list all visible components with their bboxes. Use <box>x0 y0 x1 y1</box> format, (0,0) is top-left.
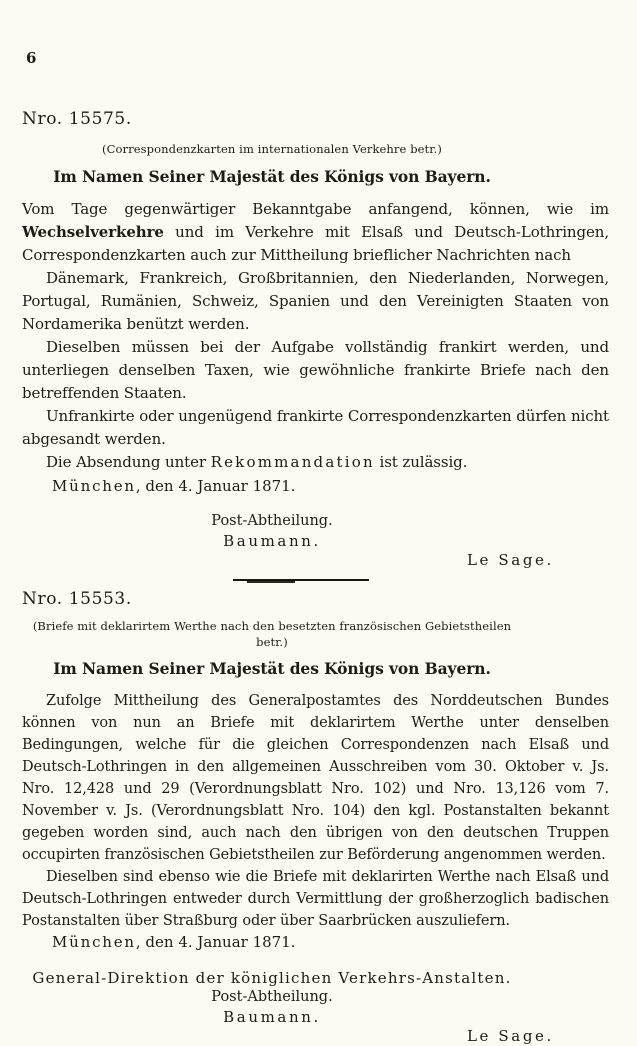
paragraph-delivery-route: Dieselben sind ebenso wie die Briefe mit deklarirten Werthe nach Elsaß und Deutsch-Lothringen entweder durch Vermittlung der großherzoglich badischen Postanstalten über Straßburg oder über Saarbrücken auszuliefern. <box>22 869 609 929</box>
registration-text-pre: Die Absendung unter <box>46 453 211 471</box>
dateline-date: , den 4. Januar 1871. <box>135 933 296 951</box>
countersignature: Le Sage. <box>467 551 554 569</box>
dateline <box>22 476 609 497</box>
decree-subject: (Briefe mit deklarirtem Werthe nach den besetzten französischen Gebietstheilen betr.) <box>32 619 512 649</box>
decree-number: Nro. 15553. <box>22 589 132 609</box>
dateline <box>22 932 609 953</box>
department-line: Post-Abtheilung. <box>211 513 333 529</box>
paragraph-unfranked-rule: Unfrankirte oder ungenügend frankirte Correspondenzkarten dürfen nicht abgesandt werden. <box>22 407 609 448</box>
intro-text-post: und im Verkehre mit Elsaß und Deutsch-Lothringen, Correspondenzkarten auch zur Mittheilung brieflicher Nachrichten nach <box>22 223 609 264</box>
department-line: Post-Abtheilung. <box>211 989 333 1005</box>
royal-proclamation: Im Namen Seiner Majestät des Königs von Bayern. <box>53 659 491 678</box>
paragraph-intro <box>22 198 609 267</box>
signature-line: Baumann. <box>223 532 321 550</box>
decree-section-15553 <box>22 589 609 1046</box>
country-list: Dänemark, Frankreich, Großbritannien, den Niederlanden, Norwegen, Portugal, Rumänien, Schweiz, Spanien und den Vereinigten Staaten von Nordamerika benützt werden. <box>22 269 609 333</box>
intro-text-pre: Vom Tage gegenwärtiger Bekanntgabe anfangend, können, wie im <box>22 200 609 218</box>
decree-number: Nro. 15575. <box>22 109 132 129</box>
page-number: 6 <box>26 49 37 67</box>
countersignature: Le Sage. <box>467 1027 554 1045</box>
signature-line: Baumann. <box>223 1008 321 1026</box>
directorate-line: General-Direktion der königlichen Verkehrs-Anstalten. <box>32 969 512 987</box>
paragraph-franking-rule: Dieselben müssen bei der Aufgabe vollständig frankirt werden, und unterliegen denselben Taxen, wie gewöhnliche frankirte Briefe nach den betreffenden Staaten. <box>22 338 609 402</box>
decree-section-15575 <box>22 109 609 570</box>
decree-subject: (Correspondenzkarten im internationalen Verkehre betr.) <box>102 142 442 156</box>
dateline-city: München <box>52 933 136 951</box>
royal-proclamation: Im Namen Seiner Majestät des Königs von Bayern. <box>53 167 491 186</box>
dateline-city: München <box>52 477 136 495</box>
registration-emphasis: Rekommandation <box>210 453 375 471</box>
section-divider <box>233 579 369 581</box>
paragraph-announcement: Zufolge Mittheilung des Generalpostamtes des Norddeutschen Bundes können von nun an Briefe mit deklarirtem Werthe unter denselben Bedingungen, welche für die gleichen Correspondenzen nach Elsaß und Deutsch-Lothringen in den allgemeinen Ausschreiben vom 30. Oktober v. Js. Nro. 12,428 und 29 (Verordnungsblatt Nro. 102) und Nro. 13,126 vom 7. November v. Js. (Verordnungsblatt Nro. 104) den kgl. Postanstalten bekannt gegeben worden sind, auch nach den übrigen von den deutschen Truppen occupirten französischen Gebietstheilen zur Beförderung angenommen werden. <box>22 693 609 863</box>
paragraph-registration <box>22 451 609 474</box>
intro-emphasis: Wechselverkehre <box>22 223 164 241</box>
dateline-date: , den 4. Januar 1871. <box>135 477 296 495</box>
registration-text-post: ist zulässig. <box>374 453 468 471</box>
